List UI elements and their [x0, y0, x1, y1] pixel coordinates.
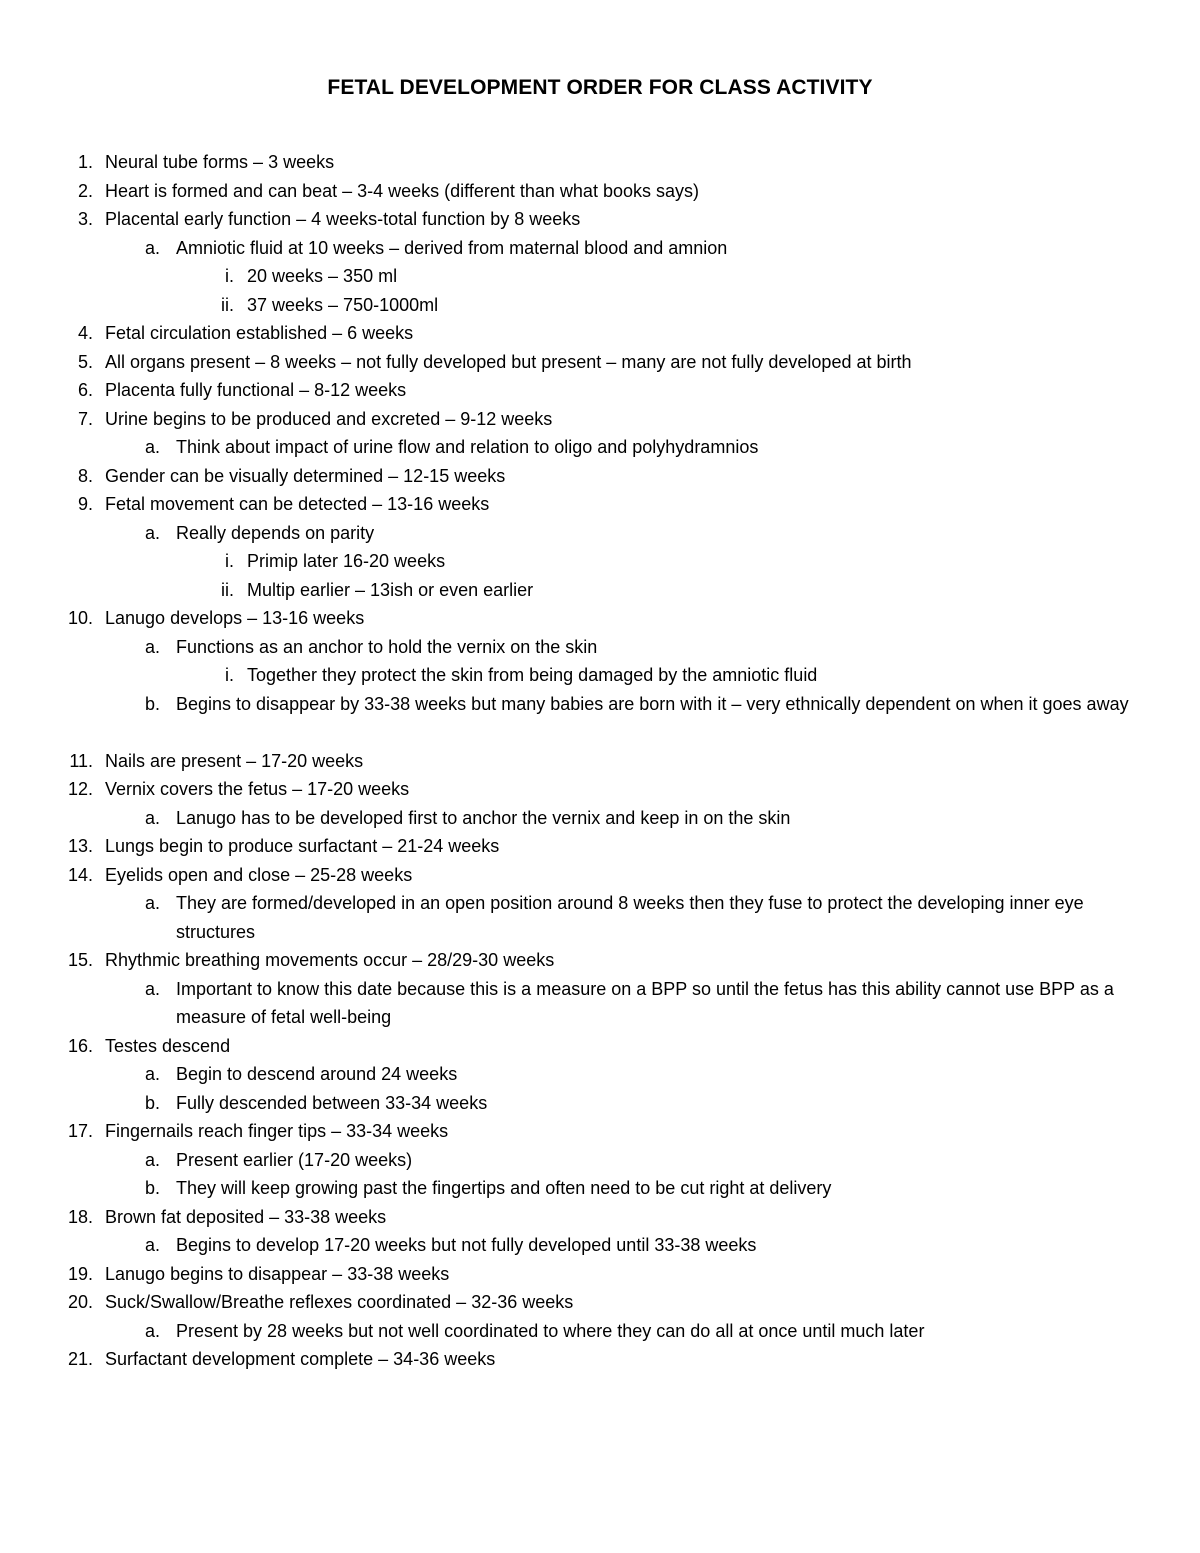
list-marker: a. [144, 807, 160, 828]
list-marker: 8. [77, 465, 93, 486]
list-item-level-1 [0, 462, 1200, 491]
list-item-text: Functions as an anchor to hold the vernix on the skin [176, 636, 598, 657]
list-marker: 3. [77, 209, 93, 229]
list-item-text: Fetal circulation established – 6 weeks [105, 323, 414, 343]
list-item-level-1 [0, 490, 1200, 519]
list-marker: 14. [67, 864, 93, 885]
list-item-level-2 [0, 975, 1200, 1032]
list-marker: a. [144, 1320, 160, 1341]
list-item-level-2 [0, 690, 1200, 747]
list-item-level-1 [0, 604, 1200, 633]
list-marker: ii. [221, 579, 234, 600]
list-item-text: Neural tube forms – 3 weeks [105, 152, 335, 172]
list-item-level-1 [0, 348, 1200, 377]
list-item-level-1 [0, 861, 1200, 890]
list-marker: a. [144, 522, 160, 543]
list-item-text: Multip earlier – 13ish or even earlier [247, 579, 534, 600]
list-marker: a. [144, 1235, 160, 1255]
list-item-level-1 [0, 405, 1200, 434]
list-marker: 2. [77, 180, 93, 201]
list-item-text: Fully descended between 33-34 weeks [176, 1092, 488, 1113]
list-marker: 5. [77, 351, 93, 372]
list-item-text: Present earlier (17-20 weeks) [176, 1149, 413, 1170]
list-marker: 20. [67, 1292, 93, 1312]
list-marker: 12. [67, 779, 93, 799]
list-item-level-2 [0, 433, 1200, 462]
list-item-text: Lanugo develops – 13-16 weeks [105, 608, 365, 628]
list-item-level-1 [0, 747, 1200, 776]
list-marker: a. [144, 893, 160, 913]
list-item-level-3 [0, 291, 1200, 320]
list-item-level-2 [0, 1146, 1200, 1175]
list-marker: a. [144, 636, 160, 657]
list-marker: 7. [77, 408, 93, 429]
list-item-text: They are formed/developed in an open position around 8 weeks then they fuse to protect the developing inner eye structures [176, 893, 1084, 942]
list-item-text: Eyelids open and close – 25-28 weeks [105, 864, 413, 885]
list-marker: 9. [77, 494, 93, 514]
list-item-text: Fetal movement can be detected – 13-16 weeks [105, 494, 490, 514]
list-marker: a. [144, 237, 160, 258]
list-item-level-1 [0, 1032, 1200, 1061]
list-item-level-2 [0, 1174, 1200, 1203]
list-marker: 10. [67, 608, 93, 628]
list-item-text: Begins to disappear by 33-38 weeks but many babies are born with it – very ethnically dependent on when it goes away [176, 693, 1129, 714]
list-item-level-1 [0, 1345, 1200, 1374]
list-item-text: Lungs begin to produce surfactant – 21-24 weeks [105, 836, 500, 856]
list-item-text: Brown fat deposited – 33-38 weeks [105, 1206, 387, 1227]
list-item-level-2 [0, 1060, 1200, 1089]
list-marker: 4. [77, 323, 93, 343]
list-marker: b. [144, 1178, 160, 1198]
list-item-text: Nails are present – 17-20 weeks [105, 750, 364, 771]
list-marker: 15. [67, 950, 93, 970]
list-item-level-1 [0, 148, 1200, 177]
page-title: FETAL DEVELOPMENT ORDER FOR CLASS ACTIVITY [327, 76, 873, 99]
list-marker: i. [225, 551, 234, 571]
list-item-text: Urine begins to be produced and excreted – 9-12 weeks [105, 408, 553, 429]
list-item-text: Vernix covers the fetus – 17-20 weeks [105, 779, 410, 799]
list-item-level-1 [0, 177, 1200, 206]
list-item-text: Together they protect the skin from being damaged by the amniotic fluid [247, 665, 818, 685]
list-marker: 18. [67, 1206, 93, 1227]
list-item-text: Fingernails reach finger tips – 33-34 weeks [105, 1121, 449, 1141]
list-item-text: Testes descend [105, 1035, 231, 1056]
list-item-level-1 [0, 1117, 1200, 1146]
list-item-text: Surfactant development complete – 34-36 weeks [105, 1349, 496, 1369]
list-marker: a. [144, 437, 160, 457]
list-marker: i. [225, 665, 234, 685]
list-marker: 21. [67, 1349, 93, 1369]
list-item-text: Begin to descend around 24 weeks [176, 1064, 458, 1084]
list-item-level-2 [0, 1317, 1200, 1346]
list-item-level-2 [0, 1089, 1200, 1118]
list-marker: 19. [67, 1263, 93, 1284]
list-item-level-1 [0, 376, 1200, 405]
list-item-text: 37 weeks – 750-1000ml [247, 294, 439, 315]
list-item-level-1 [0, 775, 1200, 804]
list-item-text: Think about impact of urine flow and relation to oligo and polyhydramnios [176, 437, 759, 457]
list-item-text: Rhythmic breathing movements occur – 28/29-30 weeks [105, 950, 555, 970]
list-marker: b. [144, 1092, 160, 1113]
list-item-level-2 [0, 1231, 1200, 1260]
list-item-text: Suck/Swallow/Breathe reflexes coordinated – 32-36 weeks [105, 1292, 574, 1312]
list-item-level-3 [0, 576, 1200, 605]
list-item-text: Really depends on parity [176, 522, 375, 543]
list-marker: 6. [77, 380, 93, 400]
list-item-level-2 [0, 889, 1200, 946]
list-item-text: All organs present – 8 weeks – not fully developed but present – many are not fully developed at birth [105, 351, 912, 372]
list-marker: a. [144, 1149, 160, 1170]
list-item-level-3 [0, 547, 1200, 576]
list-item-text: Present by 28 weeks but not well coordinated to where they can do all at once until much later [176, 1320, 925, 1341]
list-item-text: Lanugo begins to disappear – 33-38 weeks [105, 1263, 450, 1284]
list-item-text: They will keep growing past the fingertips and often need to be cut right at delivery [176, 1178, 832, 1198]
list-marker: 11. [69, 750, 93, 771]
list-marker: ii. [221, 294, 234, 315]
list-item-level-2 [0, 804, 1200, 833]
list-item-text: Begins to develop 17-20 weeks but not fully developed until 33-38 weeks [176, 1235, 757, 1255]
list-item-level-1 [0, 946, 1200, 975]
list-marker: a. [144, 1064, 160, 1084]
list-item-level-2 [0, 633, 1200, 662]
list-marker: i. [225, 266, 234, 286]
list-marker: b. [144, 693, 160, 714]
list-marker: 16. [67, 1035, 93, 1056]
list-item-text: Placental early function – 4 weeks-total function by 8 weeks [105, 209, 581, 229]
list-item-level-1 [0, 1288, 1200, 1317]
list-marker: a. [144, 978, 160, 999]
list-item-level-1 [0, 832, 1200, 861]
list-item-text: Heart is formed and can beat – 3-4 weeks (different than what books says) [105, 180, 699, 201]
list-item-level-1 [0, 205, 1200, 234]
list-item-text: Primip later 16-20 weeks [247, 551, 446, 571]
fetal-development-list [0, 148, 1200, 1374]
list-item-level-3 [0, 661, 1200, 690]
list-item-text: Gender can be visually determined – 12-15 weeks [105, 465, 506, 486]
list-item-level-2 [0, 234, 1200, 263]
list-item-text: Placenta fully functional – 8-12 weeks [105, 380, 407, 400]
list-item-level-3 [0, 262, 1200, 291]
list-item-level-1 [0, 1260, 1200, 1289]
list-marker: 17. [67, 1121, 93, 1141]
list-item-text: Lanugo has to be developed first to anchor the vernix and keep in on the skin [176, 807, 791, 828]
list-item-text: Important to know this date because this is a measure on a BPP so until the fetus has this ability cannot use BPP as a measure of fetal well-being [176, 978, 1114, 1027]
list-marker: 13. [67, 836, 93, 856]
list-marker: 1. [77, 152, 93, 172]
list-item-level-1 [0, 319, 1200, 348]
list-item-level-2 [0, 519, 1200, 548]
list-item-text: Amniotic fluid at 10 weeks – derived from maternal blood and amnion [176, 237, 728, 258]
list-item-text: 20 weeks – 350 ml [247, 266, 398, 286]
list-item-level-1 [0, 1203, 1200, 1232]
